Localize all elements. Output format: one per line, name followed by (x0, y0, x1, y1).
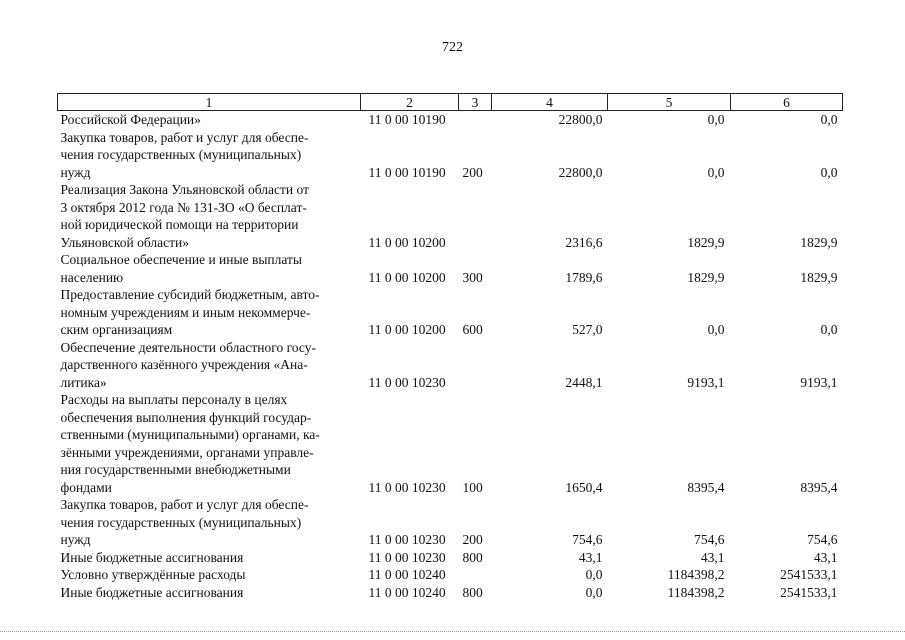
row-code: 11 0 00 10230 (368, 532, 446, 547)
row-name-line: 3 октября 2012 года № 131-ЗО «О бесплат- (60, 199, 307, 215)
row-expense-type (459, 111, 492, 129)
row-code: 11 0 00 10200 (368, 269, 446, 285)
row-name-line: Расходы на выплаты персоналу в целях (60, 392, 288, 407)
row-name-line: номным учреждениям и иным некоммерче- (60, 304, 311, 320)
row-code: 11 0 00 10230 (368, 479, 446, 495)
row-name-line: Иные бюджетные ассигнования (60, 549, 244, 565)
row-name-line: ния государственными внебюджетными (60, 462, 291, 477)
row-value-col4: 2316,6 (565, 234, 603, 250)
row-expense-type: 800 (462, 584, 483, 600)
row-name (58, 496, 361, 549)
row-code: 11 0 00 10240 (368, 567, 446, 582)
row-code: 11 0 00 10200 (368, 322, 446, 337)
row-value-col5: 0,0 (707, 112, 725, 127)
row-value-col6: 754,6 (807, 532, 838, 547)
header-col-6: 6 (731, 94, 843, 111)
row-name-line: ной юридической помощи на территории (60, 217, 299, 232)
header-col-4: 4 (492, 94, 608, 111)
row-value-col6: 8395,4 (800, 479, 838, 495)
row-value-col4: 22800,0 (558, 112, 603, 127)
row-value-col4: 527,0 (572, 322, 603, 337)
row-name (58, 549, 361, 567)
row-name-line: литика» (60, 374, 107, 390)
row-name-line: Ульяновской области» (60, 234, 190, 250)
table-row (58, 129, 843, 182)
row-name (58, 251, 361, 286)
row-name-line: населению (60, 269, 124, 285)
row-name-line: Условно утверждённые расходы (60, 567, 246, 582)
row-name (58, 566, 361, 584)
row-name-line: Закупка товаров, работ и услуг для обеспе- (60, 129, 309, 145)
row-value-col6: 43,1 (813, 549, 838, 565)
table-row (58, 251, 843, 286)
row-name-line: фондами (60, 479, 112, 495)
row-code: 11 0 00 10190 (368, 112, 446, 127)
row-expense-type: 100 (462, 479, 483, 495)
row-value-col6: 0,0 (820, 112, 838, 127)
row-value-col5: 754,6 (694, 532, 725, 547)
table-row (58, 339, 843, 392)
row-value-col4: 1789,6 (565, 269, 603, 285)
row-name-line: Реализация Закона Ульяновской области от (60, 182, 309, 197)
table-row (58, 286, 843, 339)
row-name-line: Обеспечение деятельности областного госу- (60, 339, 316, 355)
row-expense-type: 300 (462, 269, 483, 285)
row-value-col6: 1829,9 (800, 269, 838, 285)
header-row (58, 94, 843, 111)
row-expense-type: 200 (462, 532, 483, 547)
row-value-col5: 8395,4 (687, 479, 725, 495)
header-col-5: 5 (608, 94, 731, 111)
row-name (58, 286, 361, 339)
row-name-line: Российской Федерации» (60, 112, 201, 127)
page-number: 722 (442, 40, 463, 55)
header-col-3: 3 (459, 94, 492, 111)
table-row (58, 549, 843, 567)
table-row (58, 496, 843, 549)
row-expense-type (459, 181, 492, 251)
row-name-line: ским организациям (60, 322, 173, 337)
row-name-line: чения государственных (муниципальных) (60, 147, 302, 162)
row-value-col4: 2448,1 (565, 374, 603, 390)
row-value-col6: 2541533,1 (780, 584, 838, 600)
row-code: 11 0 00 10240 (368, 584, 446, 600)
row-name (58, 391, 361, 496)
row-name-line: Социальное обеспечение и иные выплаты (60, 252, 302, 267)
row-value-col5: 1184398,2 (667, 584, 725, 600)
row-name-line: нужд (60, 532, 91, 547)
row-code: 11 0 00 10230 (368, 549, 446, 565)
row-value-col5: 0,0 (707, 322, 725, 337)
row-expense-type: 800 (462, 549, 483, 565)
row-name-line: Иные бюджетные ассигнования (60, 584, 244, 600)
row-value-col6: 9193,1 (800, 374, 838, 390)
row-name-line: нужд (60, 164, 91, 180)
row-value-col4: 0,0 (585, 567, 603, 582)
row-name-line: чения государственных (муниципальных) (60, 514, 302, 530)
row-value-col4: 22800,0 (558, 164, 603, 180)
row-name (58, 339, 361, 392)
table-row (58, 566, 843, 584)
row-value-col5: 9193,1 (687, 374, 725, 390)
row-name (58, 584, 361, 602)
row-value-col4: 754,6 (572, 532, 603, 547)
row-value-col4: 1650,4 (565, 479, 603, 495)
footer-rule (0, 631, 905, 632)
row-value-col6: 2541533,1 (780, 567, 838, 582)
row-name-line: дарственного казённого учреждения «Ана- (60, 357, 308, 372)
row-value-col5: 1829,9 (687, 269, 725, 285)
table-row (58, 391, 843, 496)
row-name (58, 181, 361, 251)
row-expense-type (459, 339, 492, 392)
row-code: 11 0 00 10200 (368, 234, 446, 250)
table-row (58, 111, 843, 129)
row-expense-type (459, 566, 492, 584)
table-row (58, 584, 843, 602)
row-value-col4: 43,1 (578, 549, 603, 565)
row-code: 11 0 00 10230 (368, 374, 446, 390)
row-name-line: Закупка товаров, работ и услуг для обеспе- (60, 497, 309, 512)
row-name-line: ственными (муниципальными) органами, ка- (60, 427, 320, 442)
row-value-col6: 1829,9 (800, 234, 838, 250)
header-col-2: 2 (361, 94, 459, 111)
row-value-col6: 0,0 (820, 164, 838, 180)
row-value-col5: 0,0 (707, 164, 725, 180)
header-col-1: 1 (58, 94, 361, 111)
row-name-line: зёнными учреждениями, органами управле- (60, 444, 314, 460)
row-expense-type: 200 (462, 164, 483, 180)
table-header (58, 94, 843, 111)
table-body (58, 111, 843, 602)
row-value-col4: 0,0 (585, 584, 603, 600)
row-value-col5: 1184398,2 (667, 567, 725, 582)
table-row (58, 181, 843, 251)
row-value-col5: 43,1 (700, 549, 725, 565)
row-name (58, 129, 361, 182)
row-value-col6: 0,0 (820, 322, 838, 337)
row-name-line: Предоставление субсидий бюджетным, авто- (60, 287, 320, 302)
row-name (58, 111, 361, 129)
row-name-line: обеспечения выполнения функций государ- (60, 409, 312, 425)
row-code: 11 0 00 10190 (368, 164, 446, 180)
row-expense-type: 600 (462, 322, 483, 337)
budget-table (57, 93, 843, 601)
row-value-col5: 1829,9 (687, 234, 725, 250)
